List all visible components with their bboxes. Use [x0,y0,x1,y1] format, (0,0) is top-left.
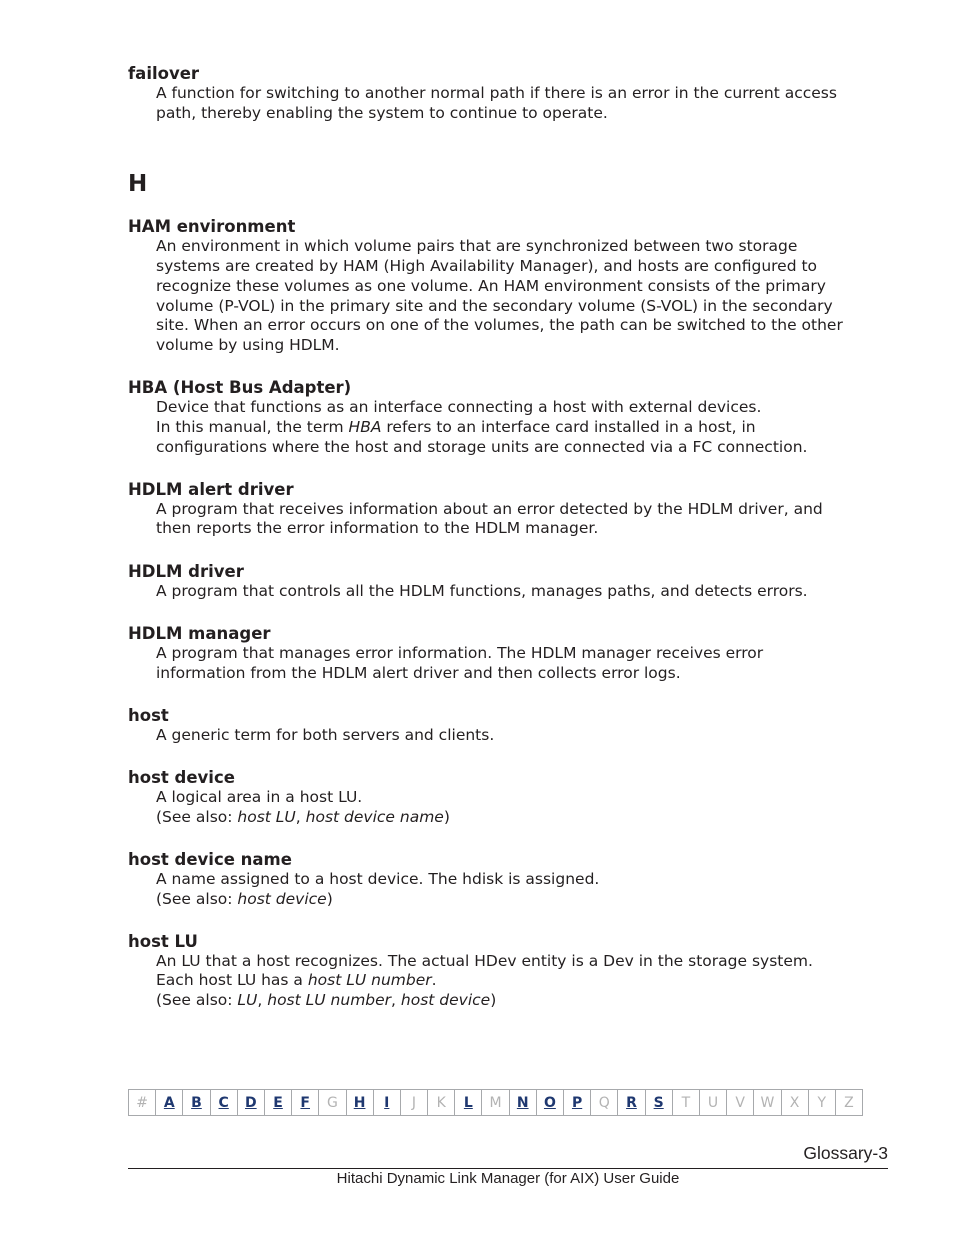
glossary-definition [156,398,898,457]
index-letter-x: X [781,1090,808,1116]
definition-line: information from the HDLM alert driver and then collects error logs. [156,663,681,682]
definition-line: A program that receives information about an error detected by the HDLM driver, and [156,499,823,518]
definition-line: A program that manages error information. The HDLM manager receives error [156,643,764,662]
index-letter-h[interactable]: H [346,1090,373,1116]
italic-term: host device name [305,807,444,826]
glossary-entry-host-device-name [128,850,898,909]
glossary-term: host device name [128,849,292,869]
glossary-entry-failover [128,64,898,123]
index-letter-m: M [482,1090,509,1116]
definition-line: volume (P-VOL) in the primary site and the secondary volume (S-VOL) in the secondary [156,296,833,315]
index-letter-symbols: # [129,1090,156,1116]
italic-term: LU [237,991,258,1010]
glossary-definition [156,84,898,123]
definition-line: site. When an error occurs on one of the volumes, the path can be switched to the other [156,316,843,335]
definition-line: Device that functions as an interface connecting a host with external devices. [156,398,762,417]
definition-line: A function for switching to another normal path if there is an error in the current access [156,84,837,102]
definition-line: In this manual, the term HBA refers to an interface card installed in a host, in [156,417,756,436]
italic-term: host device [237,889,327,908]
glossary-term: host device [128,767,235,787]
index-letter-a[interactable]: A [156,1090,183,1116]
definition-line: An environment in which volume pairs that are synchronized between two storage [156,237,798,256]
glossary-definition [156,952,898,1011]
definition-line: (See also: host LU, host device name) [156,807,450,826]
index-letter-g: G [319,1090,346,1116]
glossary-entry-hdlm-manager [128,624,898,683]
index-letter-n[interactable]: N [509,1090,536,1116]
glossary-term: failover [128,64,200,83]
italic-term: host LU number [307,971,432,990]
glossary-entries-h [128,217,898,1010]
index-letter-e[interactable]: E [264,1090,291,1116]
glossary-entry-host-device [128,768,898,827]
page-number: Glossary-3 [803,1143,888,1163]
index-letter-j: J [400,1090,427,1116]
glossary-definition [156,788,898,827]
glossary-definition [156,500,898,539]
index-letter-y: Y [808,1090,835,1116]
definition-line: A generic term for both servers and clients. [156,725,495,744]
glossary-definition [156,237,898,355]
glossary-term: HDLM manager [128,623,271,643]
index-letter-l[interactable]: L [455,1090,482,1116]
index-letter-d[interactable]: D [237,1090,264,1116]
glossary-entry-hba-host-bus-adapter [128,378,898,457]
index-letter-p[interactable]: P [564,1090,591,1116]
definition-line: An LU that a host recognizes. The actual HDev entity is a Dev in the storage system. [156,951,813,970]
index-letter-c[interactable]: C [210,1090,237,1116]
glossary-term: HDLM driver [128,561,244,581]
glossary-definition [156,726,898,746]
index-letter-u: U [699,1090,726,1116]
definition-line: then reports the error information to the HDLM manager. [156,519,599,538]
section-letter-heading: H [128,171,148,198]
glossary-entries-f [128,64,898,123]
definition-line: (See also: host device) [156,889,333,908]
definition-line: recognize these volumes as one volume. An HAM environment consists of the primary [156,276,826,295]
index-letter-k: K [428,1090,455,1116]
glossary-term: host [128,705,169,725]
index-letter-s[interactable]: S [645,1090,672,1116]
italic-term: host LU [237,807,296,826]
glossary-entry-hdlm-driver [128,562,898,602]
definition-line: A name assigned to a host device. The hdisk is assigned. [156,869,600,888]
definition-line: A logical area in a host LU. [156,787,363,806]
glossary-entry-host [128,706,898,746]
glossary-entry-ham-environment [128,217,898,355]
index-letter-o[interactable]: O [536,1090,563,1116]
glossary-definition [156,644,898,683]
index-letter-f[interactable]: F [292,1090,319,1116]
italic-term: host device [400,991,491,1010]
definition-line: configurations where the host and storage units are connected via a FC connection. [156,437,808,456]
index-letter-q: Q [591,1090,618,1116]
glossary-entry-hdlm-alert-driver [128,480,898,539]
definition-line: A program that controls all the HDLM functions, manages paths, and detects errors. [156,581,808,600]
definition-line: path, thereby enabling the system to continue to operate. [156,103,608,122]
alphabet-index-row [129,1090,863,1116]
glossary-content [128,64,898,1011]
glossary-term: HBA (Host Bus Adapter) [128,378,352,398]
definition-line: (See also: LU, host LU number, host device) [156,991,497,1010]
index-letter-v: V [727,1090,754,1116]
alphabet-index-nav [128,1089,863,1116]
index-letter-b[interactable]: B [183,1090,210,1116]
glossary-term: HDLM alert driver [128,479,294,499]
index-letter-i[interactable]: I [373,1090,400,1116]
definition-line: volume by using HDLM. [156,335,340,354]
glossary-term: HAM environment [128,217,296,237]
index-letter-z: Z [835,1090,862,1116]
glossary-definition [156,582,898,602]
footer-doc-title: Hitachi Dynamic Link Manager (for AIX) User Guide [336,1170,680,1187]
index-letter-r[interactable]: R [618,1090,645,1116]
definition-line: Each host LU has a host LU number. [156,971,437,990]
definition-line: systems are created by HAM (High Availability Manager), and hosts are configured to [156,257,818,276]
index-letter-t: T [672,1090,699,1116]
italic-term: HBA [348,417,382,436]
glossary-entry-host-lu [128,932,898,1011]
glossary-definition [156,870,898,909]
glossary-term: host LU [128,931,198,951]
footer-divider [128,1168,888,1169]
index-letter-w: W [754,1090,781,1116]
italic-term: host LU number [267,991,392,1010]
